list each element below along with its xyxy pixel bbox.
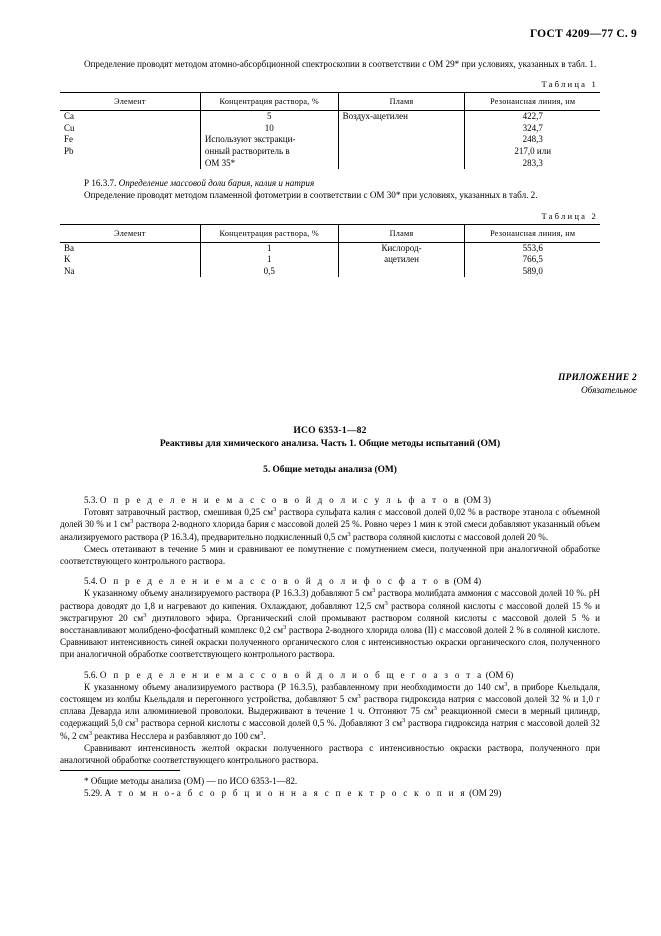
table2-r1-line: 766,5	[465, 254, 600, 266]
table1-r3-flame	[338, 146, 465, 158]
table1-r1-line: 324,7	[465, 123, 600, 135]
table2-body	[60, 243, 600, 278]
table1-r4-line: 283,3	[465, 158, 600, 170]
table-row	[60, 254, 600, 266]
c56-p1-h: .	[263, 730, 266, 741]
table2-col-concentration: Концентрация раствора, %	[200, 225, 338, 242]
annex-marker	[558, 372, 637, 397]
clause-5-6-number: 5.6.	[84, 669, 98, 680]
table1-r4-element	[60, 158, 200, 170]
table1-col-concentration: Концентрация раствора, %	[200, 93, 338, 110]
table1-r1-concentration: 10	[200, 123, 338, 135]
table1-col-element: Элемент	[114, 97, 146, 107]
clause-16-3-7-paragraph: Определение проводят методом пламенной фотометрии в соответствии с ОМ 30* при условиях, указанных в табл. 2.	[84, 190, 538, 201]
c53-p1-c: раствора 2-водного хлорида бария с массовой долей 25 %. Ровно через 1 мин к этой смеси добавляют указанный объем анализируемого раствора (Р 16.3.4), предварительно подкисленный 0,5 см	[60, 519, 600, 542]
table2-r0-line: 553,6	[465, 243, 600, 255]
annex-subtitle: Обязательное	[580, 385, 637, 396]
table1-body	[60, 111, 600, 169]
c56-p1-c: раствора гидроксида натрия с массовой долей 32 % и 1,0 г сплава Деварда или алюминиевой проволоки. Выдерживают в течение 1 ч. Отгоняют 75 см	[60, 694, 600, 717]
c53-p1-d: раствора соляной кислоты с массовой долей 20 %.	[350, 531, 549, 542]
upper-content-column	[60, 58, 600, 277]
table1-r2-concentration: Используют экстракци-	[200, 134, 338, 146]
clause-5-3-paragraph-2: Смесь отетаивают в течение 5 мин и сравнивают ее помутнение с помутнением смеси, полученной при аналогичной обработке соответствующего контрольного раствора.	[60, 543, 600, 567]
table2-r2-flame	[338, 266, 465, 278]
annex-title: ПРИЛОЖЕНИЕ 2	[558, 373, 637, 383]
table1-r3-line: 217,0 или	[465, 146, 600, 158]
table-row	[60, 243, 600, 255]
table2-col-flame: Пламя	[338, 225, 465, 242]
clause-5-4-heading	[60, 575, 600, 587]
table1-r4-flame	[338, 158, 465, 170]
footnote-clause-number: 5.29.	[84, 788, 103, 799]
table-row	[60, 111, 600, 123]
table2-r0-element: Ba	[64, 242, 74, 253]
table2-header-row	[60, 225, 600, 242]
iso-section: 5. Общие методы анализа (ОМ)	[263, 465, 397, 475]
c54-p1-e: раствора 2-водного хлорида олова (II) с массовой долей 2 % в соляной кислоте. Сравнивают интенсивность синей окраски полученного органического слоя с интенсивностью окраски органического слоя, полученного при аналогичной обработке соответствующего контрольного раствора.	[60, 625, 600, 660]
superscript-cubic: 3	[357, 693, 361, 701]
table-row	[60, 146, 600, 158]
page-running-header: ГОСТ 4209—77 С. 9	[529, 28, 637, 40]
clause-5-4-paragraph-1	[60, 587, 600, 660]
c54-p1-a: К указанному объему анализируемого раствора (Р 16.3.3) добавляют 5 см	[84, 588, 373, 599]
table2-r1-flame: ацетилен	[338, 254, 465, 266]
footnote-clause-code: (ОМ 29)	[469, 788, 502, 799]
clause-5-3-title: О п р е д е л е н и е м а с с о в о й д о л и с у л ь ф а т о в	[99, 495, 462, 505]
c54-p1-d: диэтилового эфира. Органический слой промывают раствором соляной кислоты с массовой долей 5 % и восстанавливают молибдено-фосфатный комплекс 0,2 см	[60, 612, 600, 636]
superscript-cubic: 3	[347, 530, 351, 538]
superscript-cubic: 3	[272, 506, 277, 514]
table2-r2-line: 589,0	[465, 266, 600, 278]
table1-r2-flame	[338, 134, 465, 146]
table2-col-line: Резонансная линия, нм	[465, 225, 600, 242]
iso-heading-block	[60, 424, 600, 477]
clause-16-3-7-heading	[60, 177, 600, 189]
footnote-clause-title: А т о м н о-а б с о р б ц и о н н а я с п е к т р о с к о п и я	[104, 788, 467, 799]
table2-col-element: Элемент	[114, 228, 146, 238]
c53-p1-a: Готовят затравочный раствор, смешивая 0,25 см	[84, 507, 273, 518]
superscript-cubic: 3	[130, 518, 134, 526]
table2-r0-concentration: 1	[200, 243, 338, 255]
superscript-cubic: 3	[384, 599, 388, 607]
superscript-cubic: 3	[143, 611, 147, 619]
table1-col-flame: Пламя	[338, 93, 465, 110]
footnote-block	[60, 770, 600, 800]
c56-p1-d: реакционной смеси в мерный цилиндр, содержащий 5,0 см	[60, 706, 600, 729]
footnote-separator-rule	[60, 770, 180, 771]
table-row	[60, 158, 600, 170]
table1-r2-line: 248,3	[465, 134, 600, 146]
table1-wrapper	[60, 92, 600, 169]
footnote-line-2	[60, 787, 600, 799]
clause-5-4-title: О п р е д е л е н и е м а с с о в о й д о л и ф о с ф а т о в	[99, 576, 452, 587]
table-row	[60, 266, 600, 278]
table1-r4-concentration: ОМ 35*	[200, 158, 338, 170]
superscript-cubic: 3	[283, 624, 287, 631]
iso-number: ИСО 6353-1—82	[293, 425, 367, 436]
table2-r1-element: K	[64, 254, 71, 265]
table1-caption: Таблица 1	[541, 79, 598, 90]
iso-title: Реактивы для химического анализа. Часть 1. Общие методы испытаний (ОМ)	[159, 438, 501, 449]
table2-r0-flame: Кислород-	[338, 243, 465, 255]
c56-p1-g: реактива Несслера и разбавляют до 100 см	[92, 730, 260, 741]
table1-header-row	[60, 93, 600, 110]
c56-p1-b: , в приборе Кьельдаля, состоящем из колбы Кьельдаля и перегонного устройства, добавляют 5 см	[60, 681, 600, 705]
clause-5-6-code: (ОМ 6)	[485, 669, 514, 680]
table1-r0-line: 422,7	[465, 111, 600, 123]
intro-paragraph: Определение проводят методом атомно-абсорбционной спектроскопии в соответствии с ОМ 29* при условиях, указанных в табл. 1.	[84, 59, 597, 69]
lower-content-column	[60, 486, 600, 766]
c56-p1-a: К указанному объему анализируемого раствора (Р 16.3.5), разбавленному при необходимости до 140 см	[84, 681, 505, 692]
c56-p1-e: раствора серной кислоты с массовой долей 0,5 %. Добавляют 3 см	[138, 718, 403, 729]
table1-r0-element: Ca	[64, 111, 74, 122]
table1-r2-element: Fe	[64, 134, 73, 145]
c54-p1-c: раствора соляной кислоты с массовой долей 15 % и экстрагируют 20 см	[60, 600, 600, 623]
clause-16-3-7-title: Определение массовой доли бария, калия и натрия	[118, 178, 315, 189]
superscript-cubic: 3	[433, 705, 437, 713]
table1-r1-element: Cu	[64, 122, 75, 133]
table1	[60, 93, 600, 110]
table2	[60, 225, 600, 242]
clause-5-6-heading	[60, 669, 600, 681]
c53-p1-b: раствора сульфата калия с массовой долей 0,02 % в растворе этанола с объемной долей 30 % и 1 см	[60, 507, 601, 530]
clause-16-3-7-number: Р 16.3.7.	[84, 178, 117, 189]
clause-5-3-code: (ОМ 3)	[463, 495, 491, 505]
table2-caption: Таблица 2	[541, 210, 598, 221]
table2-r2-concentration: 0,5	[200, 266, 338, 278]
table2-r2-element: Na	[64, 265, 75, 276]
table2-r1-concentration: 1	[200, 254, 338, 266]
table1-col-line: Резонансная линия, нм	[465, 93, 600, 110]
table1-r0-concentration: 5	[200, 111, 338, 123]
c54-p1-b: раствора молибдата аммония с массовой долей 10 %. pH раствора доводят до 1,8 и нагревают до кипения. Охлаждают, добавляют 12,5 см	[60, 588, 600, 611]
superscript-cubic: 3	[402, 717, 406, 725]
c56-p1-f: раствора гидроксида натрия с массовой долей 32 %, 2 см	[60, 718, 600, 741]
clause-5-6-paragraph-2: Сравнивают интенсивность желтой окраски полученного раствора с интенсивностью окраски раствора, полученного при аналогичной обработке соответствующего контрольного раствора.	[60, 742, 600, 766]
footnote-line-1: * Общие методы анализа (ОМ) — по ИСО 6353-1—82.	[84, 776, 298, 786]
superscript-cubic: 3	[259, 729, 264, 737]
table1-r3-element: Pb	[64, 145, 74, 156]
table2-wrapper	[60, 224, 600, 278]
clause-5-3-paragraph-1	[60, 506, 600, 543]
table1-r1-flame	[338, 123, 465, 135]
table1-r0-flame: Воздух-ацетилен	[338, 111, 465, 123]
superscript-cubic: 3	[504, 680, 508, 688]
superscript-cubic: 3	[88, 729, 93, 737]
superscript-cubic: 3	[135, 717, 139, 725]
table1-r3-concentration: онный растворитель в	[200, 146, 338, 158]
clause-5-3-heading	[60, 494, 600, 506]
clause-5-4-number: 5.4.	[84, 576, 98, 587]
superscript-cubic: 3	[372, 587, 376, 595]
table-row	[60, 134, 600, 146]
table-row	[60, 123, 600, 135]
clause-5-6-title: О п р е д е л е н и е м а с с о в о й д о л и о б щ е г о а з о т а	[99, 669, 484, 680]
clause-5-4-code: (ОМ 4)	[453, 576, 482, 587]
clause-5-6-paragraph-1	[60, 681, 600, 742]
clause-5-3-number: 5.3.	[84, 495, 98, 505]
